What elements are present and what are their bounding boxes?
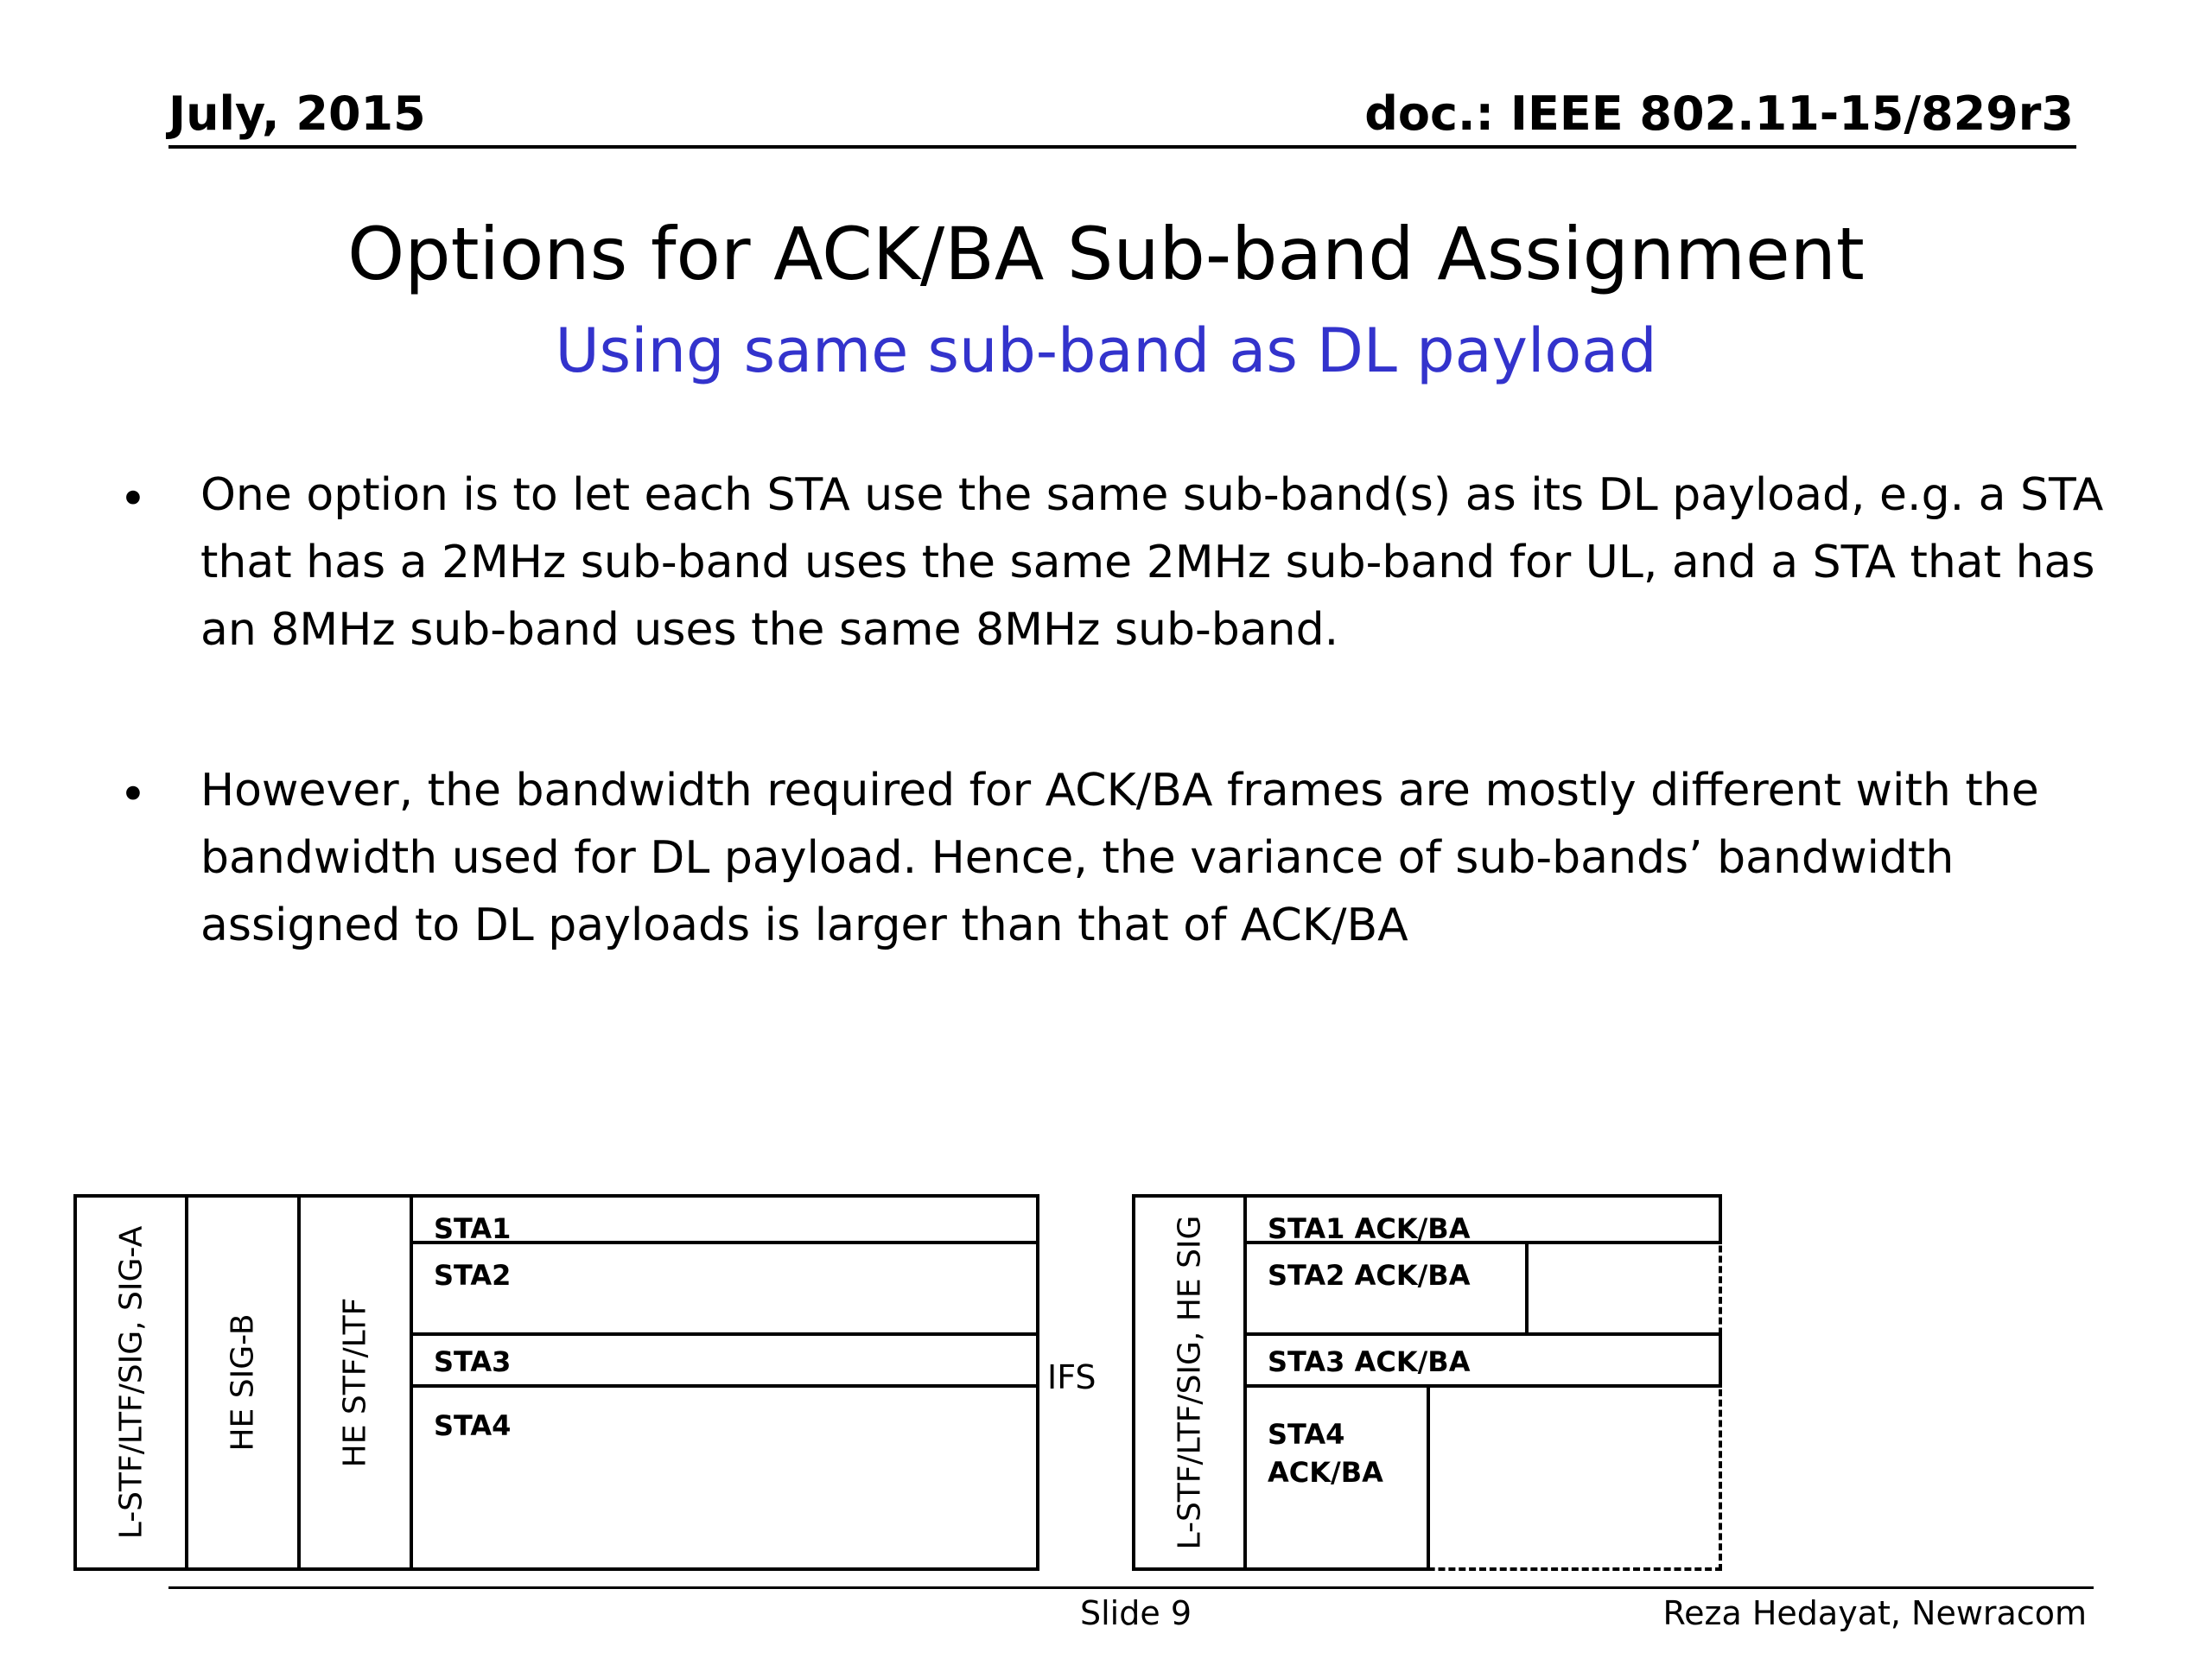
ul-ppdu-diagram xyxy=(1132,1194,1722,1571)
dl-sta1-label: STA1 xyxy=(434,1212,512,1245)
bullet-text-1: One option is to let each STA use the same sub-band(s) as its DL payload, e.g. a STA that has a 2MHz sub-band uses the same 2MHz sub-band for UL, and a STA that has an 8MHz sub-band uses the same 8MHz sub-band. xyxy=(200,469,2104,656)
bullet-text-2: However, the bandwidth required for ACK/BA frames are mostly different with the bandwidth used for DL payload. Hence, the variance of sub-bands’ bandwidth assigned to DL payloads is larger than that of ACK/BA xyxy=(200,765,2039,951)
header-date: July, 2015 xyxy=(168,86,426,141)
slide-title: Options for ACK/BA Sub-band Assignment xyxy=(347,212,1865,296)
dl-preamble-label: L-STF/LTF/SIG, SIG-A xyxy=(113,1225,149,1540)
header-divider xyxy=(168,145,2076,149)
bullet-marker-1: • xyxy=(119,472,147,526)
bullet-marker-2: • xyxy=(119,767,147,822)
slide-subtitle: Using same sub-band as DL payload xyxy=(555,315,1657,386)
dl-sta4-label: STA4 xyxy=(434,1409,512,1442)
ifs-label: IFS xyxy=(1047,1358,1096,1396)
ul-sta4-ack-label: STA4 ACK/BA xyxy=(1268,1418,1383,1489)
slide-number: Slide 9 xyxy=(1080,1594,1192,1632)
ul-sta2-ack-label: STA2 ACK/BA xyxy=(1268,1259,1471,1292)
ul-sta3-ack-label: STA3 ACK/BA xyxy=(1268,1345,1471,1378)
header-doc-id: doc.: IEEE 802.11-15/829r3 xyxy=(1364,86,2074,141)
slide-author: Reza Hedayat, Newracom xyxy=(1662,1594,2087,1632)
dl-sta2-label: STA2 xyxy=(434,1259,512,1292)
dl-sta3-label: STA3 xyxy=(434,1345,512,1378)
footer-divider xyxy=(168,1586,2094,1589)
dl-sigb-label: HE SIG-B xyxy=(225,1313,261,1452)
dl-stf-label: HE STF/LTF xyxy=(337,1297,373,1468)
dl-ppdu-diagram xyxy=(73,1194,1039,1571)
ul-preamble-label: L-STF/LTF/SIG, HE SIG xyxy=(1172,1215,1208,1550)
ul-sta1-ack-label: STA1 ACK/BA xyxy=(1268,1212,1471,1245)
